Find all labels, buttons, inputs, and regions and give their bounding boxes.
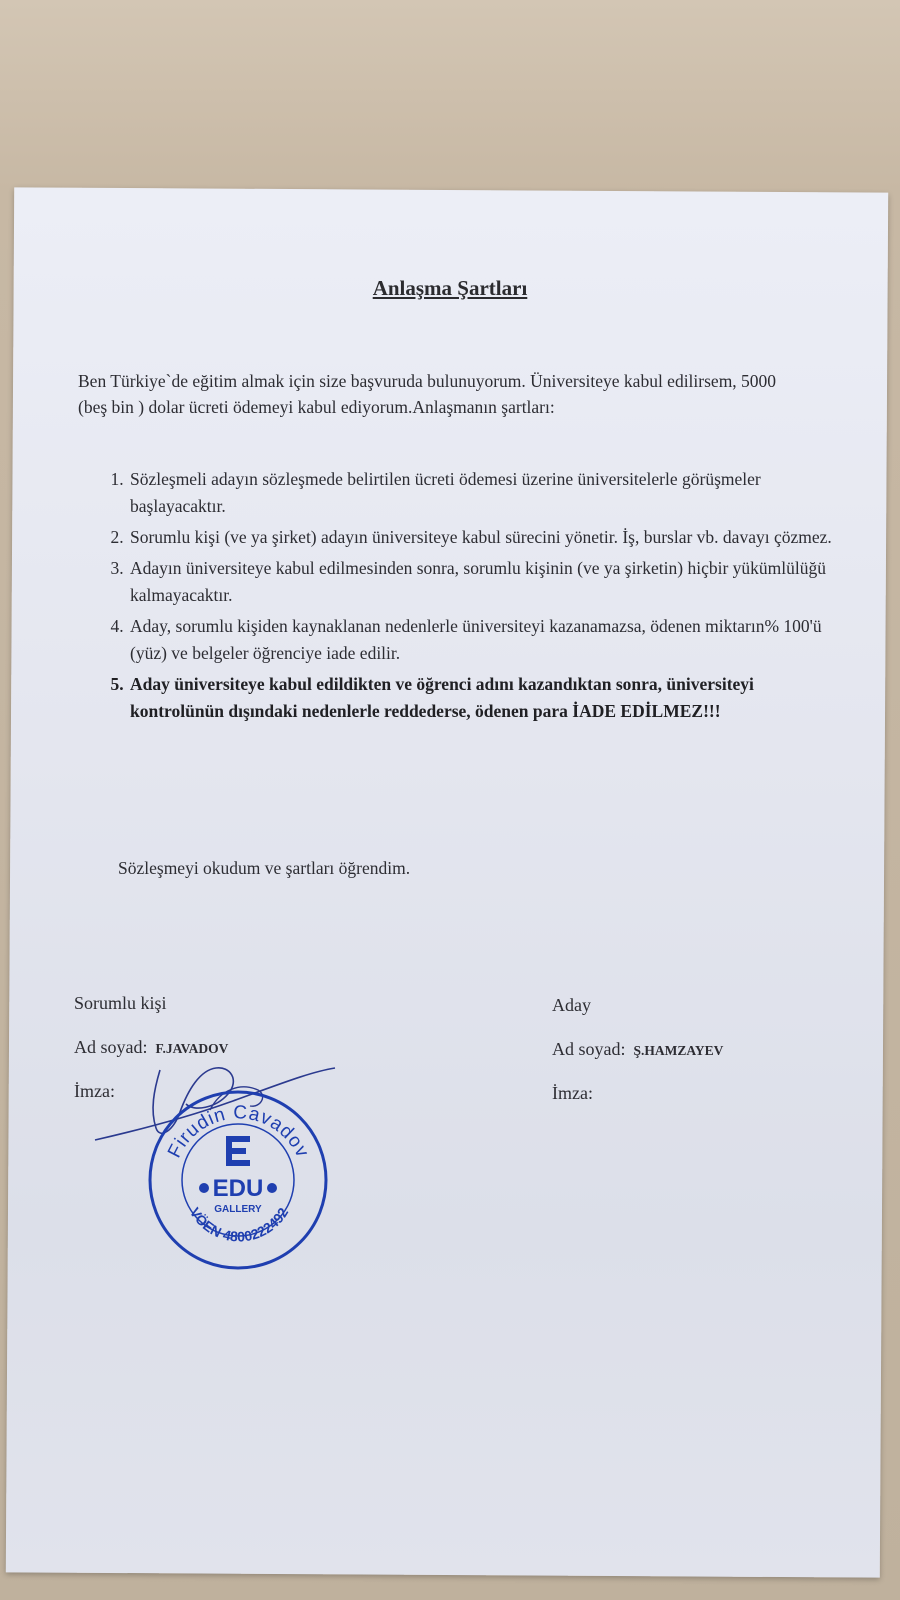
term-item: 2. Sorumlu kişi (ve ya şirket) adayın üniversiteye kabul sürecini yönetir. İş, burslar vb. davayı çözmez. — [128, 524, 848, 551]
stamp-top-text: Firudin Cavadov — [164, 1102, 313, 1162]
name-row — [552, 1036, 723, 1080]
name-label: Ad soyad: — [552, 1039, 626, 1059]
term-item: 1. Sözleşmeli adayın sözleşmede belirtilen ücreti ödemesi üzerine üniversitelerle görüşmeler başlayacaktır. — [128, 466, 848, 520]
stamp-sub-text: GALLERY — [214, 1204, 262, 1215]
company-stamp — [146, 1088, 331, 1273]
intro-paragraph: Ben Türkiye`de eğitim almak için size başvuruda bulunuyorum. Üniversiteye kabul edilirsem, 5000 (beş bin ) dolar ücreti ödemeyi kabul ediyorum.Anlaşmanın şartları: — [78, 371, 777, 417]
term-item: 4. Aday, sorumlu kişiden kaynaklanan nedenlerle üniversiteyi kazanamazsa, ödenen miktarın% 100'ü (yüz) ve belgeler öğrenciye iade edilir. — [128, 613, 848, 667]
role-label: Sorumlu kişi — [74, 993, 167, 1013]
stamp-logo-text: EDU — [212, 1175, 264, 1202]
candidate-block — [552, 992, 723, 1124]
name-value: F.JAVADOV — [155, 1041, 229, 1056]
signature-label: İmza: — [552, 1083, 593, 1103]
terms-list — [78, 466, 848, 729]
term-item-bold: 5. Aday üniversiteye kabul edildikten ve öğrenci adını kazandıktan sonra, üniversiteyi kontrolünün dışındaki nedenlerle reddederse, ödenen para İADE EDİLMEZ!!! — [128, 671, 848, 725]
term-item: 3. Adayın üniversiteye kabul edilmesinden sonra, sorumlu kişinin (ve ya şirketin) hiçbir yükümlülüğü kalmayacaktır. — [128, 555, 848, 609]
role-label: Aday — [552, 995, 591, 1015]
name-value: Ş.HAMZAYEV — [633, 1043, 724, 1058]
name-label: Ad soyad: — [74, 1037, 148, 1057]
stamp-bottom-text: VÖEN 4800222492 — [186, 1204, 292, 1245]
acknowledgement-text: Sözleşmeyi okudum ve şartları öğrendim. — [118, 858, 411, 878]
document-title: Anlaşma Şartları — [372, 276, 528, 300]
signature-label: İmza: — [74, 1081, 115, 1101]
